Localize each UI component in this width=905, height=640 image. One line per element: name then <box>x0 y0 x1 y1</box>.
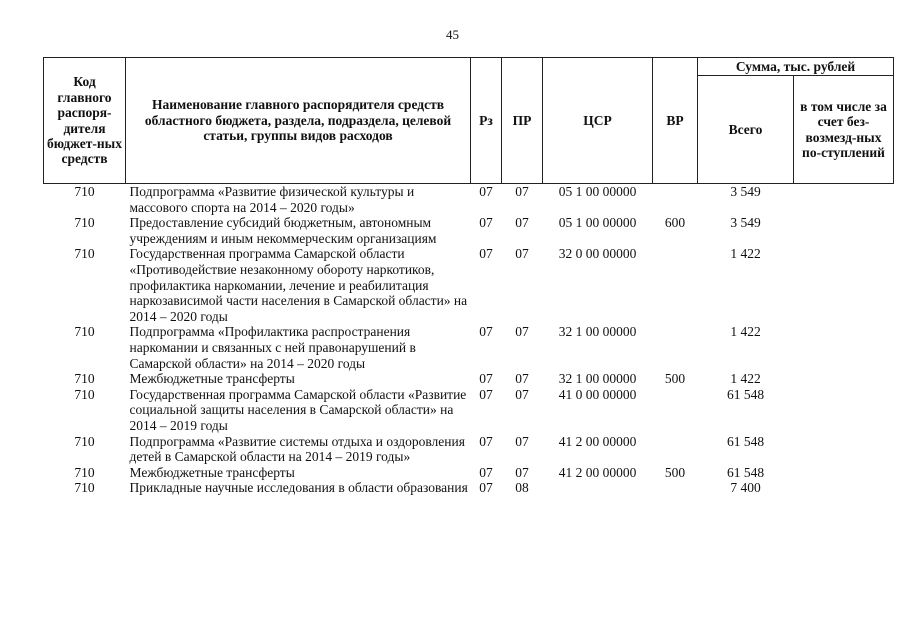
header-including: в том числе за счет без-возмезд-ных по-ступлений <box>794 76 894 184</box>
cell-total: 1 422 <box>730 371 761 387</box>
cell-pr: 07 <box>515 433 529 449</box>
header-code: Код главного распоря-дителя бюджет-ных средств <box>44 58 126 184</box>
cell-including <box>794 434 894 465</box>
header-pr: ПР <box>502 58 543 184</box>
cell-including <box>794 371 894 387</box>
table-row <box>44 184 894 216</box>
cell-name: Подпрограмма «Развитие физической культуры и массового спорта на 2014 – 2020 годы» <box>129 184 415 215</box>
cell-name: Государственная программа Самарской области «Развитие социальной защиты населения в Самарской области» на 2014 – 2019 годы <box>129 386 467 433</box>
table-row <box>44 246 894 324</box>
cell-rz: 07 <box>479 184 493 199</box>
cell-csr: 05 1 00 00000 <box>558 184 637 199</box>
cell-code: 710 <box>74 433 95 449</box>
cell-vr <box>653 480 698 496</box>
header-row-top <box>44 58 894 76</box>
table-body <box>44 184 894 496</box>
table-row <box>44 371 894 387</box>
scan-artifact <box>10 492 24 532</box>
cell-name: Предоставление субсидий бюджетным, автономным учреждениям и иным некоммерческим организациям <box>129 215 437 246</box>
cell-total: 61 548 <box>726 464 765 480</box>
cell-csr: 32 1 00 00000 <box>558 324 637 340</box>
cell-rz: 07 <box>479 386 493 402</box>
cell-pr: 07 <box>515 371 529 387</box>
cell-csr: 41 2 00 00000 <box>558 433 637 449</box>
table-row <box>44 480 894 496</box>
cell-vr <box>653 184 698 216</box>
table-row <box>44 434 894 465</box>
cell-including <box>794 465 894 481</box>
cell-pr: 07 <box>515 246 529 262</box>
cell-vr <box>653 434 698 465</box>
cell-including <box>794 184 894 216</box>
cell-rz: 07 <box>479 480 493 496</box>
cell-rz: 07 <box>479 433 493 449</box>
cell-name: Межбюджетные трансферты <box>129 464 295 480</box>
cell-rz: 07 <box>479 215 493 231</box>
cell-including <box>794 215 894 246</box>
cell-csr: 05 1 00 00000 <box>558 215 637 231</box>
cell-total: 1 422 <box>730 246 761 262</box>
cell-vr <box>653 387 698 434</box>
cell-code: 710 <box>74 480 95 496</box>
cell-total: 3 549 <box>730 215 761 231</box>
cell-rz: 07 <box>479 371 493 387</box>
cell-pr: 07 <box>515 184 529 199</box>
cell-name: Государственная программа Самарской области «Противодействие незаконному обороту наркотиков, профилактика наркомании, лечение и реабилитация наркозависимой части населения в Самарской области» на 2014 – 2020 годы <box>129 246 468 324</box>
cell-name: Прикладные научные исследования в области образования <box>129 480 468 496</box>
cell-csr: 41 0 00 00000 <box>558 386 637 402</box>
table-row <box>44 215 894 246</box>
cell-code: 710 <box>74 215 95 231</box>
cell-total: 61 548 <box>726 386 765 402</box>
cell-code: 710 <box>74 464 95 480</box>
cell-vr <box>653 324 698 371</box>
cell-code: 710 <box>74 246 95 262</box>
header-csr: ЦСР <box>543 58 653 184</box>
cell-total: 61 548 <box>726 433 765 449</box>
page-number: 45 <box>446 27 459 42</box>
cell-csr: 32 0 00 00000 <box>558 246 637 262</box>
cell-vr: 500 <box>664 464 686 480</box>
cell-rz: 07 <box>479 324 493 340</box>
cell-including <box>794 387 894 434</box>
cell-rz: 07 <box>479 464 493 480</box>
cell-code: 710 <box>74 371 95 387</box>
cell-code: 710 <box>74 324 95 340</box>
cell-code: 710 <box>74 386 95 402</box>
table-row <box>44 324 894 371</box>
budget-table <box>43 57 894 496</box>
header-vr: ВР <box>653 58 698 184</box>
cell-total: 1 422 <box>730 324 761 340</box>
cell-including <box>794 246 894 324</box>
cell-pr: 07 <box>515 324 529 340</box>
cell-vr: 500 <box>664 371 686 387</box>
cell-name: Подпрограмма «Профилактика распространения наркомании и связанных с ней правонарушений в Самарской области» на 2014 – 2020 годы <box>129 324 416 371</box>
cell-pr: 07 <box>515 386 529 402</box>
cell-pr: 07 <box>515 464 529 480</box>
table-header <box>44 58 894 184</box>
cell-name: Межбюджетные трансферты <box>129 371 295 387</box>
cell-total: 7 400 <box>730 480 761 496</box>
cell-code: 710 <box>74 184 95 199</box>
header-rz: Рз <box>471 58 502 184</box>
table-row <box>44 387 894 434</box>
cell-pr: 08 <box>515 480 529 496</box>
header-total: Всего <box>698 76 794 184</box>
cell-total: 3 549 <box>730 184 761 199</box>
cell-rz: 07 <box>479 246 493 262</box>
cell-name: Подпрограмма «Развитие системы отдыха и оздоровления детей в Самарской области на 2014 – 2019 годы» <box>129 433 465 465</box>
cell-vr <box>653 246 698 324</box>
cell-csr: 41 2 00 00000 <box>558 464 637 480</box>
cell-csr: 32 1 00 00000 <box>558 371 637 387</box>
header-sum-group: Сумма, тыс. рублей <box>698 58 894 76</box>
cell-including <box>794 324 894 371</box>
cell-csr <box>543 480 653 496</box>
table-row <box>44 465 894 481</box>
header-name: Наименование главного распорядителя средств областного бюджета, раздела, подраздела, целевой статьи, группы видов расходов <box>126 58 471 184</box>
cell-vr: 600 <box>664 215 686 231</box>
cell-including <box>794 480 894 496</box>
cell-pr: 07 <box>515 215 529 231</box>
